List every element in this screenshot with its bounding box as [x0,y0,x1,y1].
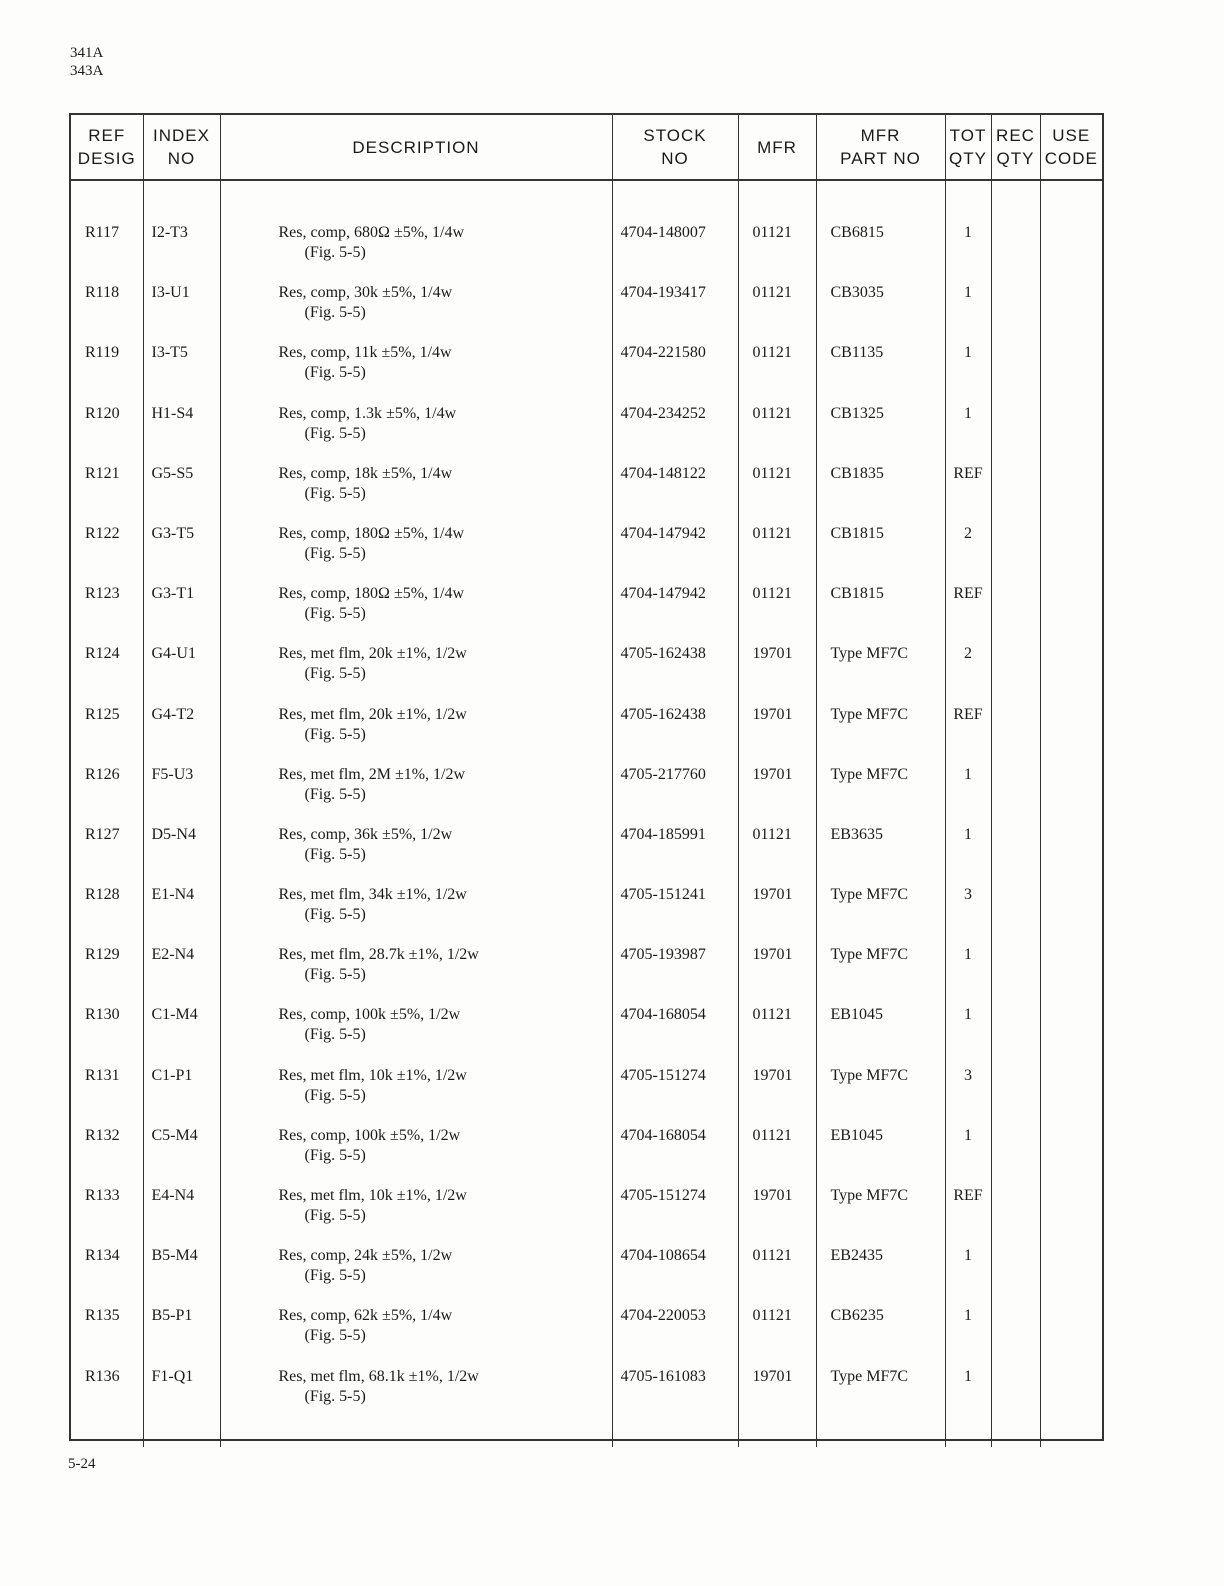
description-text: Res, met flm, 20k ±1%, 1/2w [278,705,467,723]
ref-desig-cell: R128 [71,885,143,945]
table-row [71,1066,1102,1126]
index-no-cell: I3-T5 [143,343,220,403]
mfr-part-no-cell: Type MF7C [816,765,945,825]
mfr-part-no-cell: EB3635 [816,825,945,885]
use-code-cell [1040,524,1102,584]
index-no-cell: I2-T3 [143,223,220,283]
header-mfr-part-no: MFR PART NO [816,115,945,180]
description-text: Res, comp, 11k ±5%, 1/4w [278,344,452,362]
stock-no-cell: 4704-108654 [612,1246,738,1306]
rec-qty-cell [991,584,1040,644]
description-text: Res, comp, 180Ω ±5%, 1/4w [278,524,465,542]
description-cell [220,945,612,1005]
mfr-cell: 01121 [738,223,816,283]
use-code-cell [1040,1005,1102,1065]
ref-desig-cell: R125 [71,705,143,765]
description-cell [220,1066,612,1126]
description-text: Res, comp, 180Ω ±5%, 1/4w [278,585,465,603]
index-no-cell: D5-N4 [143,825,220,885]
index-no-cell: B5-M4 [143,1246,220,1306]
use-code-cell [1040,283,1102,343]
rec-qty-cell [991,1066,1040,1126]
ref-desig-cell: R121 [71,464,143,524]
mfr-part-no-cell: EB2435 [816,1246,945,1306]
use-code-cell [1040,885,1102,945]
stock-no-cell: 4705-151274 [612,1066,738,1126]
rec-qty-cell [991,885,1040,945]
stock-no-cell: 4704-193417 [612,283,738,343]
description-cell [220,1005,612,1065]
stock-no-cell: 4704-148007 [612,223,738,283]
stock-no-cell: 4704-234252 [612,404,738,464]
index-no-cell: G3-T5 [143,524,220,584]
rec-qty-cell [991,945,1040,1005]
parts-list-table [69,113,1104,1441]
stock-no-cell: 4704-148122 [612,464,738,524]
ref-desig-cell: R118 [71,283,143,343]
description-text: Res, met flm, 28.7k ±1%, 1/2w [278,946,479,964]
description-text: Res, comp, 36k ±5%, 1/2w [278,825,453,843]
table-row [71,1367,1102,1427]
stock-no-cell: 4705-162438 [612,644,738,704]
header-stock-no: STOCK NO [612,115,738,180]
tot-qty-cell: 1 [945,223,991,283]
ref-desig-cell: R127 [71,825,143,885]
header-use-code: USE CODE [1040,115,1102,180]
stock-no-cell: 4705-151241 [612,885,738,945]
table-row [71,885,1102,945]
use-code-cell [1040,825,1102,885]
figure-reference: (Fig. 5-5) [304,1146,366,1164]
use-code-cell [1040,705,1102,765]
rec-qty-cell [991,464,1040,524]
stock-no-cell: 4704-221580 [612,343,738,403]
table-row [71,404,1102,464]
description-cell [220,343,612,403]
mfr-cell: 19701 [738,945,816,1005]
figure-reference: (Fig. 5-5) [304,725,366,743]
stock-no-cell: 4704-220053 [612,1306,738,1366]
mfr-cell: 01121 [738,343,816,403]
mfr-part-no-cell: CB1815 [816,524,945,584]
ref-desig-cell: R126 [71,765,143,825]
description-cell [220,524,612,584]
ref-desig-cell: R120 [71,404,143,464]
header-rec-qty: REC QTY [991,115,1040,180]
description-cell [220,283,612,343]
description-text: Res, comp, 100k ±5%, 1/2w [278,1126,461,1144]
figure-reference: (Fig. 5-5) [304,304,366,322]
index-no-cell: G3-T1 [143,584,220,644]
description-cell [220,1246,612,1306]
figure-reference: (Fig. 5-5) [304,966,366,984]
mfr-cell: 01121 [738,1246,816,1306]
model-numbers [70,44,103,80]
description-text: Res, met flm, 34k ±1%, 1/2w [278,886,467,904]
ref-desig-cell: R136 [71,1367,143,1427]
index-no-cell: G4-T2 [143,705,220,765]
mfr-part-no-cell: Type MF7C [816,1066,945,1126]
tot-qty-cell: 1 [945,283,991,343]
description-text: Res, comp, 100k ±5%, 1/2w [278,1006,461,1024]
table-row [71,524,1102,584]
mfr-part-no-cell: Type MF7C [816,1367,945,1427]
description-cell [220,885,612,945]
use-code-cell [1040,765,1102,825]
use-code-cell [1040,404,1102,464]
mfr-part-no-cell: Type MF7C [816,705,945,765]
tot-qty-cell: 1 [945,404,991,464]
mfr-part-no-cell: CB6235 [816,1306,945,1366]
figure-reference: (Fig. 5-5) [304,364,366,382]
stock-no-cell: 4705-161083 [612,1367,738,1427]
use-code-cell [1040,1367,1102,1427]
mfr-cell: 01121 [738,584,816,644]
figure-reference: (Fig. 5-5) [304,845,366,863]
use-code-cell [1040,584,1102,644]
mfr-cell: 19701 [738,1367,816,1427]
rec-qty-cell [991,1367,1040,1427]
header-ref-desig: REF DESIG [71,115,143,180]
spacer-row [71,180,1102,223]
description-text: Res, met flm, 10k ±1%, 1/2w [278,1187,467,1204]
tot-qty-cell: 1 [945,1005,991,1065]
ref-desig-cell: R119 [71,343,143,403]
filler-row [71,1427,1102,1447]
figure-reference: (Fig. 5-5) [304,544,366,562]
ref-desig-cell: R117 [71,223,143,283]
index-no-cell: F5-U3 [143,765,220,825]
header-index-no: INDEX NO [143,115,220,180]
table-row [71,945,1102,1005]
description-text: Res, met flm, 68.1k ±1%, 1/2w [278,1367,479,1385]
index-no-cell: C1-M4 [143,1005,220,1065]
mfr-part-no-cell: Type MF7C [816,1186,945,1246]
mfr-part-no-cell: EB1045 [816,1126,945,1186]
description-cell [220,644,612,704]
stock-no-cell: 4704-185991 [612,825,738,885]
rec-qty-cell [991,1186,1040,1246]
table-row [71,1306,1102,1366]
mfr-cell: 19701 [738,765,816,825]
index-no-cell: E4-N4 [143,1186,220,1246]
rec-qty-cell [991,1306,1040,1366]
ref-desig-cell: R135 [71,1306,143,1366]
mfr-part-no-cell: CB3035 [816,283,945,343]
mfr-cell: 01121 [738,283,816,343]
description-text: Res, met flm, 20k ±1%, 1/2w [278,645,467,663]
mfr-part-no-cell: Type MF7C [816,885,945,945]
description-cell [220,705,612,765]
mfr-cell: 19701 [738,644,816,704]
table-row [71,1186,1102,1246]
rec-qty-cell [991,404,1040,464]
mfr-cell: 01121 [738,1005,816,1065]
model-number: 341A [70,45,104,61]
tot-qty-cell: REF [945,584,991,644]
description-text: Res, met flm, 2M ±1%, 1/2w [278,765,466,783]
use-code-cell [1040,1066,1102,1126]
ref-desig-cell: R132 [71,1126,143,1186]
mfr-part-no-cell: EB1045 [816,1005,945,1065]
index-no-cell: G5-S5 [143,464,220,524]
table-row [71,283,1102,343]
mfr-cell: 19701 [738,1066,816,1126]
tot-qty-cell: 1 [945,1126,991,1186]
mfr-part-no-cell: CB1835 [816,464,945,524]
stock-no-cell: 4705-193987 [612,945,738,1005]
tot-qty-cell: 1 [945,945,991,1005]
tot-qty-cell: 2 [945,644,991,704]
description-cell [220,584,612,644]
index-no-cell: C5-M4 [143,1126,220,1186]
table-row [71,223,1102,283]
description-text: Res, comp, 24k ±5%, 1/2w [278,1247,453,1265]
description-cell [220,404,612,464]
header-row [71,115,1102,180]
mfr-part-no-cell: CB1815 [816,584,945,644]
rec-qty-cell [991,644,1040,704]
use-code-cell [1040,1306,1102,1366]
rec-qty-cell [991,765,1040,825]
description-cell [220,1126,612,1186]
table-row [71,1246,1102,1306]
mfr-part-no-cell: Type MF7C [816,644,945,704]
figure-reference: (Fig. 5-5) [304,244,366,261]
stock-no-cell: 4704-147942 [612,584,738,644]
mfr-cell: 01121 [738,1126,816,1186]
mfr-cell: 19701 [738,1186,816,1246]
ref-desig-cell: R134 [71,1246,143,1306]
figure-reference: (Fig. 5-5) [304,1086,366,1104]
figure-reference: (Fig. 5-5) [304,1207,366,1224]
mfr-cell: 01121 [738,524,816,584]
rec-qty-cell [991,524,1040,584]
description-cell [220,1367,612,1427]
description-cell [220,765,612,825]
header-description: DESCRIPTION [220,115,612,180]
figure-reference: (Fig. 5-5) [304,785,366,803]
table-row [71,644,1102,704]
use-code-cell [1040,1126,1102,1186]
ref-desig-cell: R123 [71,584,143,644]
ref-desig-cell: R130 [71,1005,143,1065]
rec-qty-cell [991,223,1040,283]
figure-reference: (Fig. 5-5) [304,1267,366,1285]
description-cell [220,1186,612,1246]
ref-desig-cell: R133 [71,1186,143,1246]
use-code-cell [1040,223,1102,283]
tot-qty-cell: REF [945,464,991,524]
rec-qty-cell [991,283,1040,343]
table-row [71,1005,1102,1065]
tot-qty-cell: 3 [945,1066,991,1126]
description-cell [220,1306,612,1366]
mfr-cell: 01121 [738,464,816,524]
description-cell [220,825,612,885]
rec-qty-cell [991,1126,1040,1186]
stock-no-cell: 4704-147942 [612,524,738,584]
mfr-part-no-cell: CB1135 [816,343,945,403]
tot-qty-cell: REF [945,1186,991,1246]
description-cell [220,223,612,283]
description-text: Res, met flm, 10k ±1%, 1/2w [278,1066,467,1084]
ref-desig-cell: R122 [71,524,143,584]
figure-reference: (Fig. 5-5) [304,424,366,442]
index-no-cell: E2-N4 [143,945,220,1005]
rec-qty-cell [991,343,1040,403]
index-no-cell: B5-P1 [143,1306,220,1366]
index-no-cell: H1-S4 [143,404,220,464]
rec-qty-cell [991,1005,1040,1065]
header-tot-qty: TOT QTY [945,115,991,180]
figure-reference: (Fig. 5-5) [304,906,366,924]
use-code-cell [1040,464,1102,524]
mfr-cell: 01121 [738,404,816,464]
table-row [71,765,1102,825]
figure-reference: (Fig. 5-5) [304,484,366,502]
ref-desig-cell: R124 [71,644,143,704]
figure-reference: (Fig. 5-5) [304,1026,366,1044]
mfr-part-no-cell: CB6815 [816,223,945,283]
stock-no-cell: 4705-217760 [612,765,738,825]
description-cell [220,464,612,524]
mfr-part-no-cell: Type MF7C [816,945,945,1005]
figure-reference: (Fig. 5-5) [304,1387,366,1405]
mfr-cell: 19701 [738,885,816,945]
description-text: Res, comp, 680Ω ±5%, 1/4w [278,224,465,241]
use-code-cell [1040,644,1102,704]
description-text: Res, comp, 1.3k ±5%, 1/4w [278,404,457,422]
rec-qty-cell [991,705,1040,765]
table-row [71,705,1102,765]
use-code-cell [1040,343,1102,403]
index-no-cell: I3-U1 [143,283,220,343]
tot-qty-cell: 2 [945,524,991,584]
mfr-cell: 01121 [738,825,816,885]
table-row [71,584,1102,644]
page-number: 5-24 [68,1456,96,1472]
rec-qty-cell [991,825,1040,885]
ref-desig-cell: R129 [71,945,143,1005]
header-mfr: MFR [738,115,816,180]
description-text: Res, comp, 18k ±5%, 1/4w [278,464,453,482]
stock-no-cell: 4705-151274 [612,1186,738,1246]
tot-qty-cell: 1 [945,765,991,825]
figure-reference: (Fig. 5-5) [304,665,366,683]
tot-qty-cell: 1 [945,1246,991,1306]
figure-reference: (Fig. 5-5) [304,605,366,623]
stock-no-cell: 4705-162438 [612,705,738,765]
tot-qty-cell: 3 [945,885,991,945]
table-row [71,343,1102,403]
tot-qty-cell: 1 [945,343,991,403]
table-row [71,825,1102,885]
index-no-cell: F1-Q1 [143,1367,220,1427]
tot-qty-cell: 1 [945,1306,991,1366]
mfr-cell: 19701 [738,705,816,765]
mfr-cell: 01121 [738,1306,816,1366]
rec-qty-cell [991,1246,1040,1306]
description-text: Res, comp, 62k ±5%, 1/4w [278,1307,453,1325]
model-number: 343A [70,63,104,79]
table-row [71,464,1102,524]
index-no-cell: E1-N4 [143,885,220,945]
figure-reference: (Fig. 5-5) [304,1327,366,1345]
description-text: Res, comp, 30k ±5%, 1/4w [278,284,453,302]
stock-no-cell: 4704-168054 [612,1126,738,1186]
tot-qty-cell: 1 [945,1367,991,1427]
index-no-cell: C1-P1 [143,1066,220,1126]
mfr-part-no-cell: CB1325 [816,404,945,464]
tot-qty-cell: REF [945,705,991,765]
stock-no-cell: 4704-168054 [612,1005,738,1065]
use-code-cell [1040,1186,1102,1246]
index-no-cell: G4-U1 [143,644,220,704]
ref-desig-cell: R131 [71,1066,143,1126]
table-row [71,1126,1102,1186]
tot-qty-cell: 1 [945,825,991,885]
use-code-cell [1040,1246,1102,1306]
use-code-cell [1040,945,1102,1005]
